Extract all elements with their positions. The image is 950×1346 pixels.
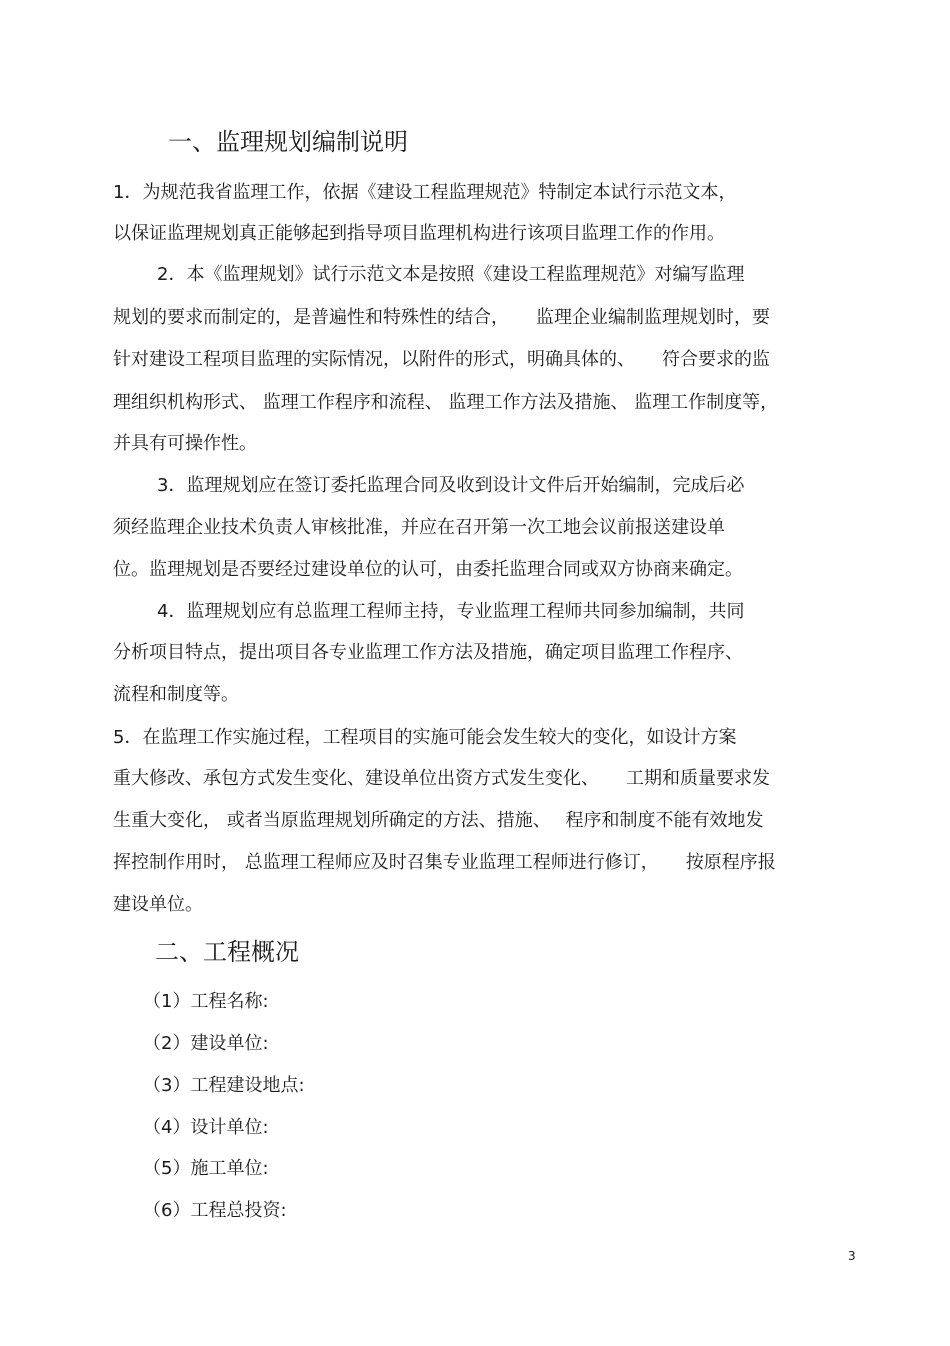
- paragraph-line: 以保证监理规划真正能够起到指导项目监理机构进行该项目监理工作的作用。: [113, 223, 725, 244]
- paragraph-line: 4．监理规划应有总监理工程师主持，专业监理工程师共同参加编制，共同: [157, 601, 745, 622]
- section-heading-overview: 二、工程概况: [155, 938, 299, 966]
- paragraph-line: 位。监理规划是否要经过建设单位的认可，由委托监理合同或双方协商来确定。: [113, 559, 743, 580]
- paragraph-line: 2．本《监理规划》试行示范文本是按照《建设工程监理规范》对编写监理: [157, 264, 745, 285]
- paragraph-line: 针对建设工程项目监理的实际情况，以附件的形式，明确具体的、 符合要求的监: [113, 349, 770, 370]
- paragraph-line: 建设单位。: [113, 894, 203, 915]
- paragraph-line: 重大修改、承包方式发生变化、建设单位出资方式发生变化、 工期和质量要求发: [113, 768, 770, 789]
- overview-item: （2）建设单位:: [143, 1033, 269, 1054]
- paragraph-line: 生重大变化， 或者当原监理规划所确定的方法、措施、 程序和制度不能有效地发: [113, 810, 764, 831]
- paragraph-line: 流程和制度等。: [113, 684, 239, 705]
- paragraph-line: 5．在监理工作实施过程，工程项目的实施可能会发生较大的变化，如设计方案: [113, 727, 737, 748]
- section-heading-planning: 一、监理规划编制说明: [168, 128, 408, 156]
- page-number: 3: [848, 1249, 856, 1263]
- paragraph-line: 理组织机构形式、 监理工作程序和流程、 监理工作方法及措施、 监理工作制度等，: [113, 392, 779, 413]
- paragraph-line: 规划的要求而制定的，是普遍性和特殊性的结合， 监理企业编制监理规划时，要: [113, 307, 770, 328]
- paragraph-line: 挥控制作用时， 总监理工程师应及时召集专业监理工程师进行修订， 按原程序报: [113, 852, 776, 873]
- paragraph-line: 并具有可操作性。: [113, 433, 257, 454]
- overview-item: （5）施工单位:: [143, 1158, 269, 1179]
- overview-item: （4）设计单位:: [143, 1117, 269, 1138]
- overview-item: （1）工程名称:: [143, 991, 269, 1012]
- paragraph-line: 须经监理企业技术负责人审核批准，并应在召开第一次工地会议前报送建设单: [113, 517, 725, 538]
- paragraph-line: 1．为规范我省监理工作，依据《建设工程监理规范》特制定本试行示范文本，: [113, 182, 737, 203]
- paragraph-line: 分析项目特点，提出项目各专业监理工作方法及措施，确定项目监理工作程序、: [113, 642, 743, 663]
- paragraph-line: 3．监理规划应在签订委托监理合同及收到设计文件后开始编制，完成后必: [157, 475, 745, 496]
- overview-item: （3）工程建设地点:: [143, 1075, 305, 1096]
- overview-item: （6）工程总投资:: [143, 1200, 287, 1221]
